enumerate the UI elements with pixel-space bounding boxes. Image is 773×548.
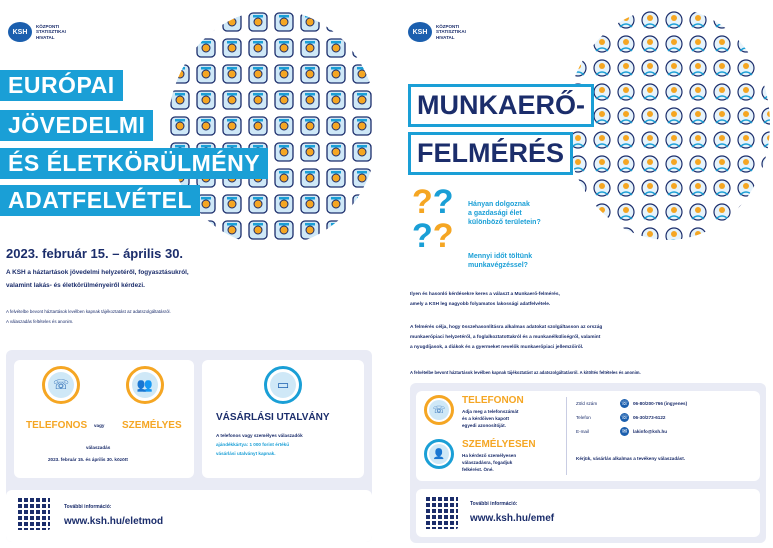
title-line-2: FELMÉRÉS	[408, 132, 573, 175]
phone-icon: ☏	[620, 401, 629, 407]
eletmod-url-link[interactable]: www.ksh.hu/eletmod	[64, 516, 164, 527]
body-2-line-2: munkaerőpiaci helyzetéről, a foglalkoztatottakról és a munkanélküliségről, valamint	[410, 335, 601, 340]
info-panel	[6, 350, 372, 542]
contact-row-phone	[576, 413, 665, 422]
note-line-2: A válaszadás feltételes és anonim.	[6, 319, 74, 324]
response-label: válaszadás	[86, 445, 111, 450]
ksh-logo-text: KÖZPONTI STATISZTIKAI HIVATAL	[36, 23, 66, 40]
voucher-ring	[264, 366, 302, 404]
workers-icon-cluster	[566, 8, 771, 240]
note-line-1: A felvételbe bevont háztartások levélben kapnak tájékoztatást az adatszolgáltatásról.	[6, 309, 171, 314]
phone-question-icon: ☏	[48, 372, 74, 398]
more-info-label: További információ:	[64, 504, 112, 510]
body-1-line-1: Ilyen és hasonló kérdésekre keres a választ a Munkaerő-felmérés,	[410, 292, 560, 297]
eletmod-poster	[0, 0, 378, 548]
personal-note: Kérjük, vásárlás alkalmas a tevékeny válaszadást.	[576, 456, 686, 461]
ksh-logo	[408, 22, 476, 42]
shopping-voucher-icon: ▭	[270, 372, 296, 398]
personal-interview-ring	[126, 366, 164, 404]
question-2-line-2: munkavégzéssel?	[468, 262, 528, 269]
ksh-logo-text: KÖZPONTI STATISZTIKAI HIVATAL	[436, 23, 466, 40]
personal-text-2: válaszadásra, fogadjuk	[462, 460, 513, 465]
question-1-line-2: a gazdasági élet	[468, 210, 522, 217]
question-2-line-1: Mennyi időt töltünk	[468, 253, 533, 260]
voucher-line-1: A telefonos vagy személyes válaszadók	[216, 433, 303, 438]
contact-value[interactable]: lakinfo@ksh.hu	[633, 429, 668, 434]
interview-dates: 2023. február 15. és április 30. között	[48, 457, 128, 462]
personal-text-1: Ha kérdező személyesen	[462, 453, 517, 458]
question-1-line-1: Hányan dolgoznak	[468, 201, 530, 208]
voucher-title: VÁSÁRLÁSI UTALVÁNY	[216, 412, 330, 423]
body-2-line-3: a nyugdíjasok, a diákok és a gyermeket nevelők munkaerőpiaci jellemzőiről.	[410, 345, 584, 350]
phone-label: TELEFONON	[462, 395, 524, 406]
ksh-logo-mark: KSH	[408, 22, 432, 42]
phone-icon: ☏	[429, 400, 449, 420]
question-1-line-3: különböző területein?	[468, 219, 541, 226]
body-1-line-2: amely a KSH leg nagyobb folyamatos lakossági adatfelvétele.	[410, 302, 551, 307]
contact-value[interactable]: 06-80/200-766 (ingyenes)	[633, 401, 688, 406]
contact-panel	[410, 383, 766, 543]
body-2-line-1: A felmérés célja, hogy összehasonlításra alkalmas adatokat szolgáltasson az ország	[410, 325, 603, 330]
more-info-card	[416, 489, 760, 537]
phone-icon: ☏	[620, 415, 629, 421]
phone-interview-ring	[42, 366, 80, 404]
phone-text-1: Adja meg a telefonszámát	[462, 409, 519, 414]
ksh-logo	[8, 22, 76, 42]
ksh-logo-mark: KSH	[8, 22, 32, 42]
contact-label: Zöld szám	[576, 401, 598, 406]
person-icon: 👤	[429, 444, 449, 464]
contact-row-freephone	[576, 399, 687, 408]
qr-code[interactable]	[424, 495, 458, 529]
qr-code[interactable]	[16, 496, 50, 530]
survey-dates: 2023. február 15. – április 30.	[6, 246, 184, 261]
contact-card	[416, 391, 760, 481]
phone-ring	[424, 395, 454, 425]
phone-text-2: és a kérdőíven kapott	[462, 416, 509, 421]
personal-ring	[424, 439, 454, 469]
personal-label: SZEMÉLYES	[122, 420, 182, 431]
contact-row-email	[576, 427, 667, 436]
interview-card	[14, 360, 194, 478]
more-info-label: További információ:	[470, 501, 518, 507]
emef-url-link[interactable]: www.ksh.hu/emef	[470, 513, 555, 524]
intro-line-2: valamint lakás- és életkörülményeiről kérdezi.	[6, 282, 145, 289]
title-line-4: ADATFELVÉTEL	[0, 185, 200, 216]
personal-label: SZEMÉLYESEN	[462, 439, 536, 450]
voucher-card	[202, 360, 364, 478]
email-icon: ✉	[621, 429, 628, 435]
contact-label: Telefon	[576, 415, 591, 420]
title-line-1: MUNKAERŐ-	[408, 84, 594, 127]
intro-line-1: A KSH a háztartások jövedelmi helyzetéről, fogyasztásukról,	[6, 269, 189, 276]
contact-label: E-mail	[576, 429, 590, 434]
voucher-line-2: ajándékkártya: 1 000 forint értékű	[216, 442, 290, 447]
question-marks-icon: ?? ??	[412, 183, 454, 255]
voucher-line-3: vásárlási utalványt kapnak.	[216, 451, 276, 456]
contact-value[interactable]: 06-30/273-6122	[633, 415, 666, 420]
contact-divider	[566, 397, 567, 475]
people-icon: 👥	[132, 372, 158, 398]
title-line-1: EURÓPAI	[0, 70, 123, 101]
or-label: vagy	[94, 423, 105, 428]
phone-text-3: egyedi azonosítóját.	[462, 423, 506, 428]
more-info-card	[6, 490, 372, 542]
emef-poster	[398, 0, 773, 548]
title-line-3: ÉS ÉLETKÖRÜLMÉNY	[0, 148, 268, 179]
phone-label: TELEFONOS	[26, 420, 88, 431]
personal-text-3: felkérést. Öné.	[462, 467, 494, 472]
poster-gutter	[378, 0, 398, 548]
body-3: A felvételbe bevont háztartások levélben kapnak tájékoztatást az adatszolgáltatásról. A kitöltés feltételes és anonim.	[410, 370, 641, 375]
title-line-2: JÖVEDELMI	[0, 110, 153, 141]
